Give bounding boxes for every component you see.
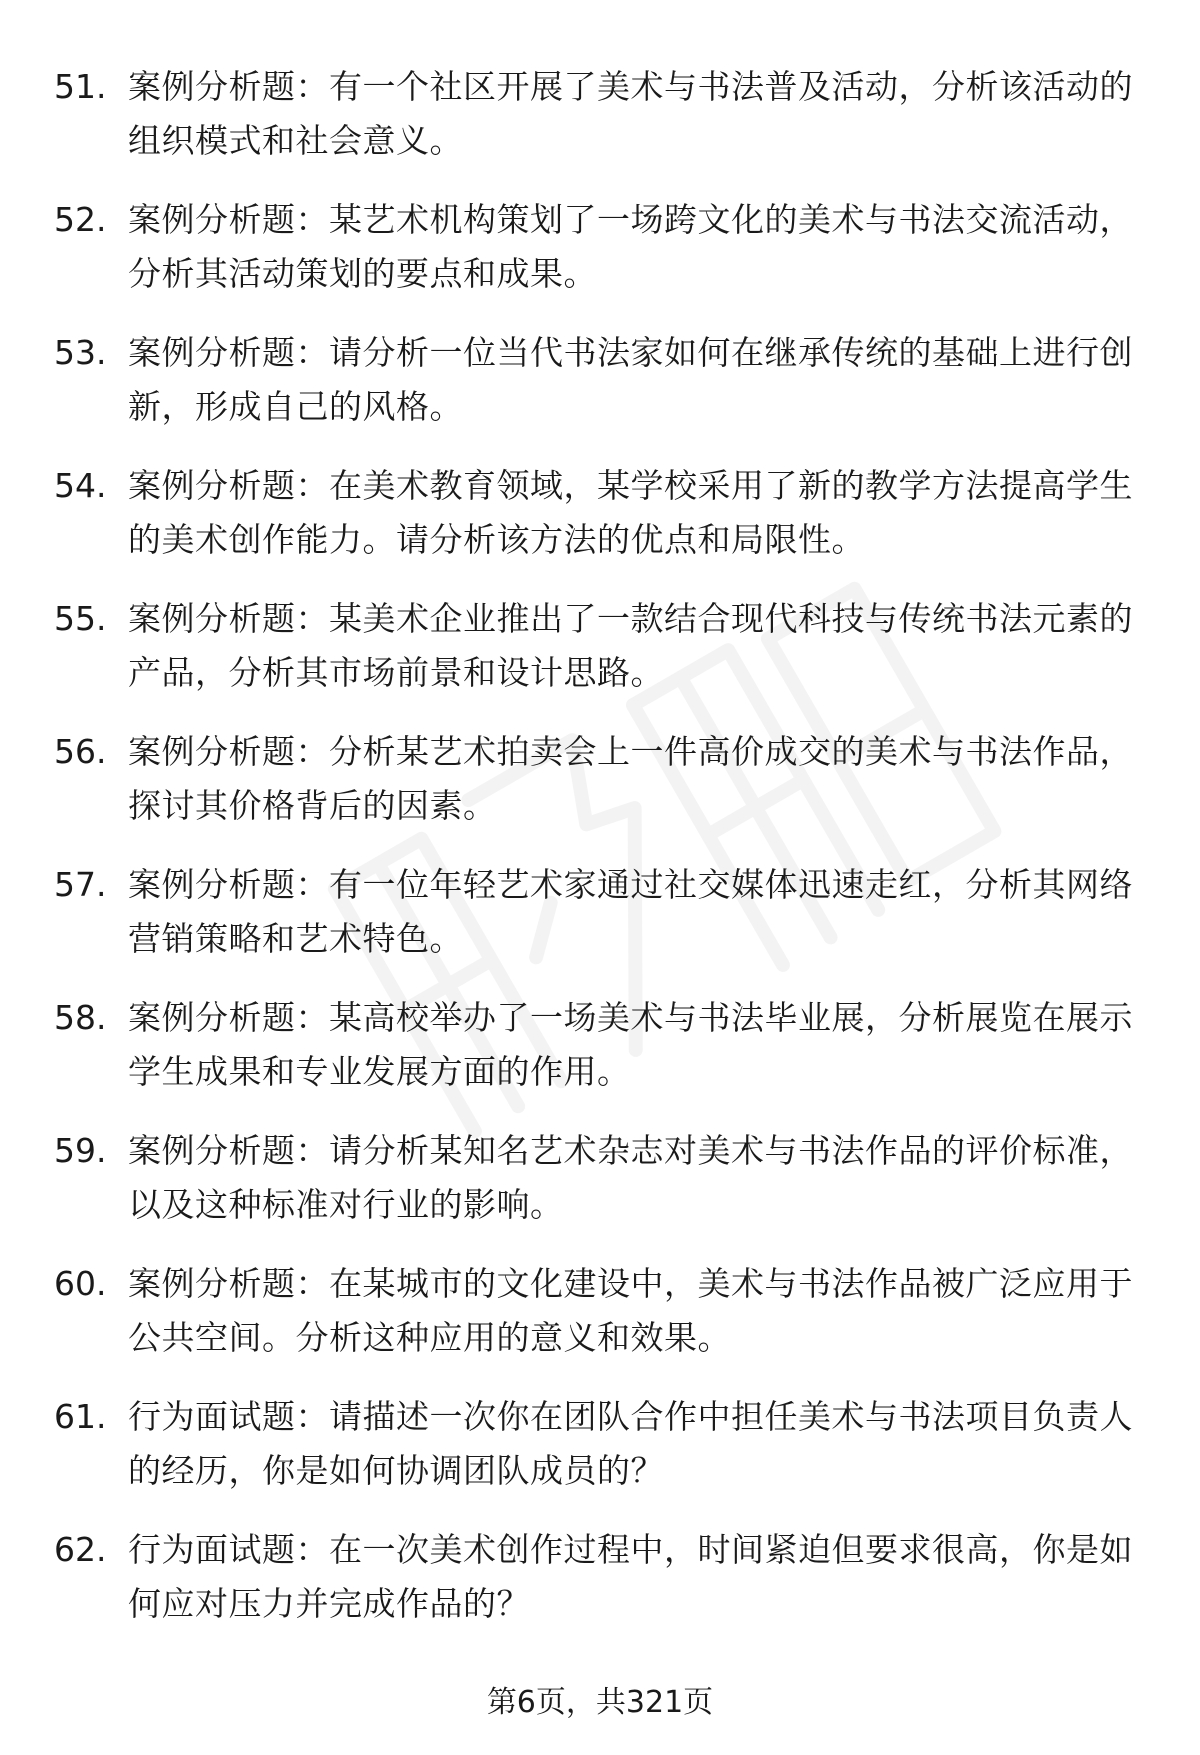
question-number: 58. xyxy=(54,998,107,1037)
list-item xyxy=(0,1124,1200,1257)
list-item xyxy=(0,725,1200,858)
list-item xyxy=(0,858,1200,991)
list-item xyxy=(0,193,1200,326)
question-number: 60. xyxy=(54,1264,107,1303)
question-number: 52. xyxy=(54,200,107,239)
question-text: 案例分析题：在某城市的文化建设中，美术与书法作品被广泛应用于公共空间。分析这种应用的意义和效果。 xyxy=(128,1264,1133,1357)
page-number-footer: 第6页，共321页 xyxy=(486,1685,714,1720)
question-text: 案例分析题：请分析一位当代书法家如何在继承传统的基础上进行创新，形成自己的风格。 xyxy=(128,333,1133,426)
question-text: 案例分析题：有一位年轻艺术家通过社交媒体迅速走红，分析其网络营销策略和艺术特色。 xyxy=(128,865,1133,958)
question-list xyxy=(0,60,1200,1656)
question-number: 57. xyxy=(54,865,107,904)
question-number: 54. xyxy=(54,466,107,505)
question-number: 55. xyxy=(54,599,107,638)
question-number: 53. xyxy=(54,333,107,372)
list-item xyxy=(0,326,1200,459)
question-number: 62. xyxy=(54,1530,107,1569)
question-text: 案例分析题：请分析某知名艺术杂志对美术与书法作品的评价标准，以及这种标准对行业的影响。 xyxy=(128,1131,1133,1224)
question-text: 行为面试题：请描述一次你在团队合作中担任美术与书法项目负责人的经历，你是如何协调团队成员的？ xyxy=(128,1397,1133,1490)
list-item xyxy=(0,1523,1200,1656)
list-item xyxy=(0,1390,1200,1523)
question-text: 行为面试题：在一次美术创作过程中，时间紧迫但要求很高，你是如何应对压力并完成作品的？ xyxy=(128,1530,1133,1623)
list-item xyxy=(0,1257,1200,1390)
question-text: 案例分析题：分析某艺术拍卖会上一件高价成交的美术与书法作品，探讨其价格背后的因素。 xyxy=(128,732,1133,825)
question-number: 61. xyxy=(54,1397,107,1436)
question-number: 51. xyxy=(54,67,107,106)
question-text: 案例分析题：有一个社区开展了美术与书法普及活动，分析该活动的组织模式和社会意义。 xyxy=(128,67,1133,160)
list-item xyxy=(0,991,1200,1124)
question-text: 案例分析题：某美术企业推出了一款结合现代科技与传统书法元素的产品，分析其市场前景和设计思路。 xyxy=(128,599,1133,692)
list-item xyxy=(0,459,1200,592)
question-text: 案例分析题：某高校举办了一场美术与书法毕业展，分析展览在展示学生成果和专业发展方面的作用。 xyxy=(128,998,1133,1091)
question-number: 56. xyxy=(54,732,107,771)
question-text: 案例分析题：在美术教育领域，某学校采用了新的教学方法提高学生的美术创作能力。请分析该方法的优点和局限性。 xyxy=(128,466,1133,559)
list-item xyxy=(0,592,1200,725)
question-number: 59. xyxy=(54,1131,107,1170)
question-text: 案例分析题：某艺术机构策划了一场跨文化的美术与书法交流活动，分析其活动策划的要点和成果。 xyxy=(128,200,1133,293)
list-item xyxy=(0,60,1200,193)
